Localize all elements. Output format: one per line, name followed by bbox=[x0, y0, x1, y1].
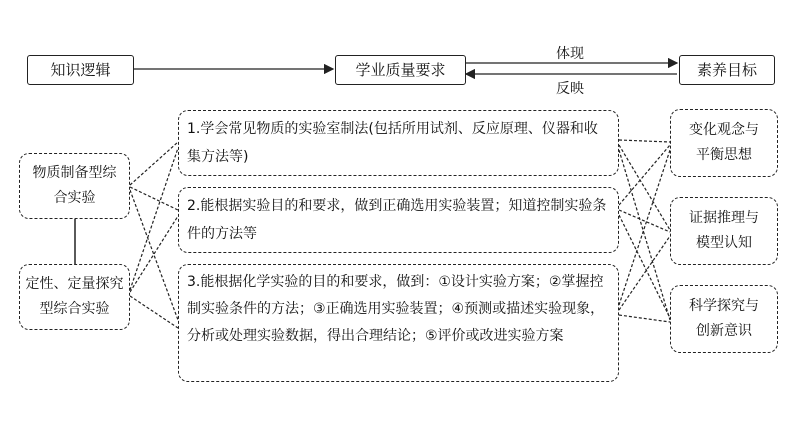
reflect-up-label: 体现 bbox=[556, 46, 584, 62]
requirement-3-text: 3.能根据化学实验的目的和要求，做到：①设计实验方案；②掌握控制实验条件的方法；③正确选用实验装置；④预测或描述实验现象，分析或处理实验数据，得出合理结论；⑤评价或改进实验方案 bbox=[187, 274, 605, 344]
literacy-goal-3-box bbox=[670, 285, 778, 353]
requirement-1-text: 1.学会常见物质的实验室制法(包括所用试剂、反应原理、仪器和收集方法等) bbox=[187, 121, 598, 165]
requirement-2-box bbox=[178, 187, 619, 253]
quant-experiment-label: 定性、定量探究型综合实验 bbox=[25, 276, 124, 317]
literacy-goal-1-label: 变化观念与平衡思想 bbox=[689, 122, 759, 163]
quant-experiment-box bbox=[19, 264, 130, 330]
right-dotted-links bbox=[619, 140, 670, 322]
requirement-1-box bbox=[178, 110, 619, 176]
requirement-3-box bbox=[178, 264, 619, 382]
prep-experiment-box bbox=[19, 153, 130, 219]
literacy-goal-1-box bbox=[670, 109, 778, 177]
quality-requirements-box bbox=[335, 55, 466, 85]
knowledge-logic-box bbox=[27, 55, 134, 85]
reflect-down-label: 反映 bbox=[556, 81, 584, 97]
literacy-goals-label: 素养目标 bbox=[696, 61, 757, 79]
quality-requirements-label: 学业质量要求 bbox=[355, 61, 446, 79]
literacy-goal-3-label: 科学探究与创新意识 bbox=[689, 298, 759, 339]
knowledge-logic-label: 知识逻辑 bbox=[50, 61, 111, 79]
left-dotted-links bbox=[130, 142, 178, 328]
prep-experiment-label: 物质制备型综合实验 bbox=[32, 165, 117, 206]
literacy-goal-2-box bbox=[670, 197, 778, 265]
literacy-goal-2-label: 证据推理与模型认知 bbox=[689, 210, 759, 251]
literacy-goals-box bbox=[679, 55, 775, 85]
requirement-2-text: 2.能根据实验目的和要求，做到正确选用实验装置；知道控制实验条件的方法等 bbox=[187, 198, 607, 242]
